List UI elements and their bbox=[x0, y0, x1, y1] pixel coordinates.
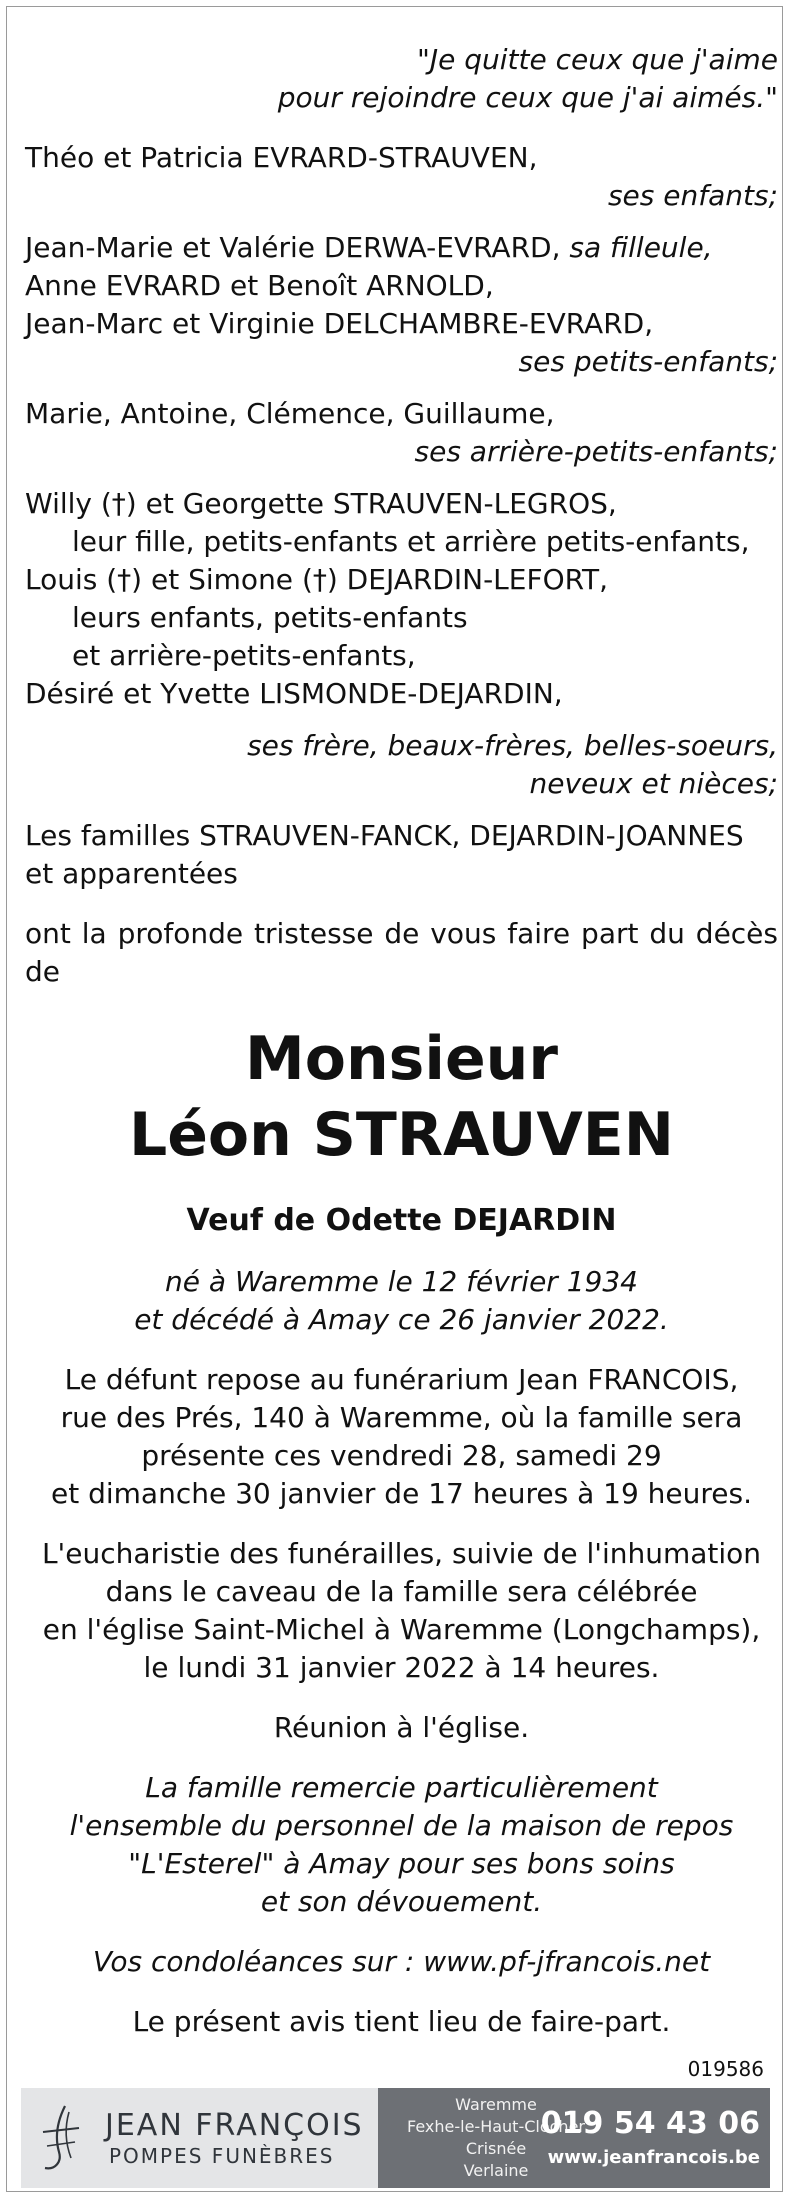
town-item: Verlaine bbox=[463, 2161, 529, 2180]
brand-subtitle: POMPES FUNÈBRES bbox=[109, 2144, 335, 2168]
family-line bbox=[25, 229, 778, 267]
family-line: et arrière-petits-enfants, bbox=[72, 639, 416, 672]
family-relation: ses enfants; bbox=[607, 179, 778, 212]
wake-line: Le défunt repose au funérarium Jean FRANCOIS, bbox=[64, 1363, 739, 1396]
obituary-page bbox=[6, 6, 783, 2192]
reference-number: 019586 bbox=[687, 2057, 764, 2081]
family-relation: sa filleule, bbox=[569, 231, 713, 264]
announcement-text: ont la profonde tristesse de vous faire part du décès de bbox=[25, 917, 778, 988]
phone-number: 019 54 43 06 bbox=[540, 2106, 760, 2141]
quote-line-1: "Je quitte ceux que j'aime bbox=[416, 43, 778, 76]
funeral-home-name bbox=[105, 2110, 364, 2170]
family-line: Willy (†) et Georgette STRAUVEN-LEGROS, bbox=[25, 487, 617, 520]
family-relation: ses petits-enfants; bbox=[518, 345, 778, 378]
reunion-text: Réunion à l'église. bbox=[273, 1711, 530, 1744]
condolences-text: Vos condoléances sur : www.pf-jfrancois.net bbox=[92, 1945, 711, 1978]
family-relation: ses arrière-petits-enfants; bbox=[414, 435, 778, 468]
family-line: Anne EVRARD et Benoît ARNOLD, bbox=[25, 269, 494, 302]
wake-line: présente ces vendredi 28, samedi 29 bbox=[141, 1439, 662, 1472]
family-line: et apparentées bbox=[25, 857, 238, 890]
widow-of: Veuf de Odette DEJARDIN bbox=[186, 1203, 617, 1238]
town-item: Fexhe-le-Haut-Clocher bbox=[407, 2117, 585, 2136]
thanks-line: "L'Esterel" à Amay pour ses bons soins bbox=[128, 1847, 675, 1880]
family-line: Marie, Antoine, Clémence, Guillaume, bbox=[25, 397, 555, 430]
quote-line-2: pour rejoindre ceux que j'ai aimés." bbox=[277, 81, 778, 114]
brand-name: JEAN FRANÇOIS bbox=[105, 2108, 364, 2143]
family-relation: neveux et nièces; bbox=[529, 767, 778, 800]
birth-line: né à Waremme le 12 février 1934 bbox=[165, 1265, 638, 1298]
funeral-line: en l'église Saint-Michel à Waremme (Longchamps), bbox=[42, 1613, 761, 1646]
family-line: leur fille, petits-enfants et arrière petits-enfants, bbox=[72, 525, 750, 558]
family-line: Désiré et Yvette LISMONDE-DEJARDIN, bbox=[25, 677, 563, 710]
deceased-name: Léon STRAUVEN bbox=[128, 1100, 675, 1170]
family-relation: ses frère, beaux-frères, belles-soeurs, bbox=[247, 729, 778, 762]
funeral-home-banner bbox=[21, 2088, 770, 2188]
thanks-line: l'ensemble du personnel de la maison de repos bbox=[69, 1809, 734, 1842]
funeral-line: L'eucharistie des funérailles, suivie de l'inhumation bbox=[41, 1537, 762, 1570]
contact-block bbox=[541, 2104, 760, 2172]
obituary-content bbox=[25, 41, 778, 2041]
thanks-line: La famille remercie particulièrement bbox=[145, 1771, 658, 1804]
notice-text: Le présent avis tient lieu de faire-part. bbox=[132, 2005, 671, 2038]
website-link[interactable]: www.jeanfrancois.be bbox=[547, 2147, 760, 2168]
death-line: et décédé à Amay ce 26 janvier 2022. bbox=[134, 1303, 669, 1336]
family-line: leurs enfants, petits-enfants bbox=[72, 601, 468, 634]
family-line: Théo et Patricia EVRARD-STRAUVEN, bbox=[25, 141, 538, 174]
logo-panel bbox=[21, 2088, 378, 2188]
jf-monogram-icon bbox=[35, 2102, 85, 2174]
wake-line: rue des Prés, 140 à Waremme, où la famille sera bbox=[60, 1401, 743, 1434]
deceased-title: Monsieur bbox=[245, 1024, 558, 1094]
town-item: Waremme bbox=[455, 2095, 537, 2114]
funeral-line: dans le caveau de la famille sera célébrée bbox=[105, 1575, 698, 1608]
town-item: Crisnée bbox=[465, 2139, 527, 2158]
family-name: Jean-Marie et Valérie DERWA-EVRARD, bbox=[25, 231, 570, 264]
wake-line: et dimanche 30 janvier de 17 heures à 19 heures. bbox=[51, 1477, 752, 1510]
thanks-line: et son dévouement. bbox=[260, 1885, 543, 1918]
family-line: Jean-Marc et Virginie DELCHAMBRE-EVRARD, bbox=[25, 307, 654, 340]
family-line: Les familles STRAUVEN-FANCK, DEJARDIN-JOANNES bbox=[25, 819, 744, 852]
funeral-line: le lundi 31 janvier 2022 à 14 heures. bbox=[143, 1651, 660, 1684]
family-line: Louis (†) et Simone (†) DEJARDIN-LEFORT, bbox=[25, 563, 609, 596]
